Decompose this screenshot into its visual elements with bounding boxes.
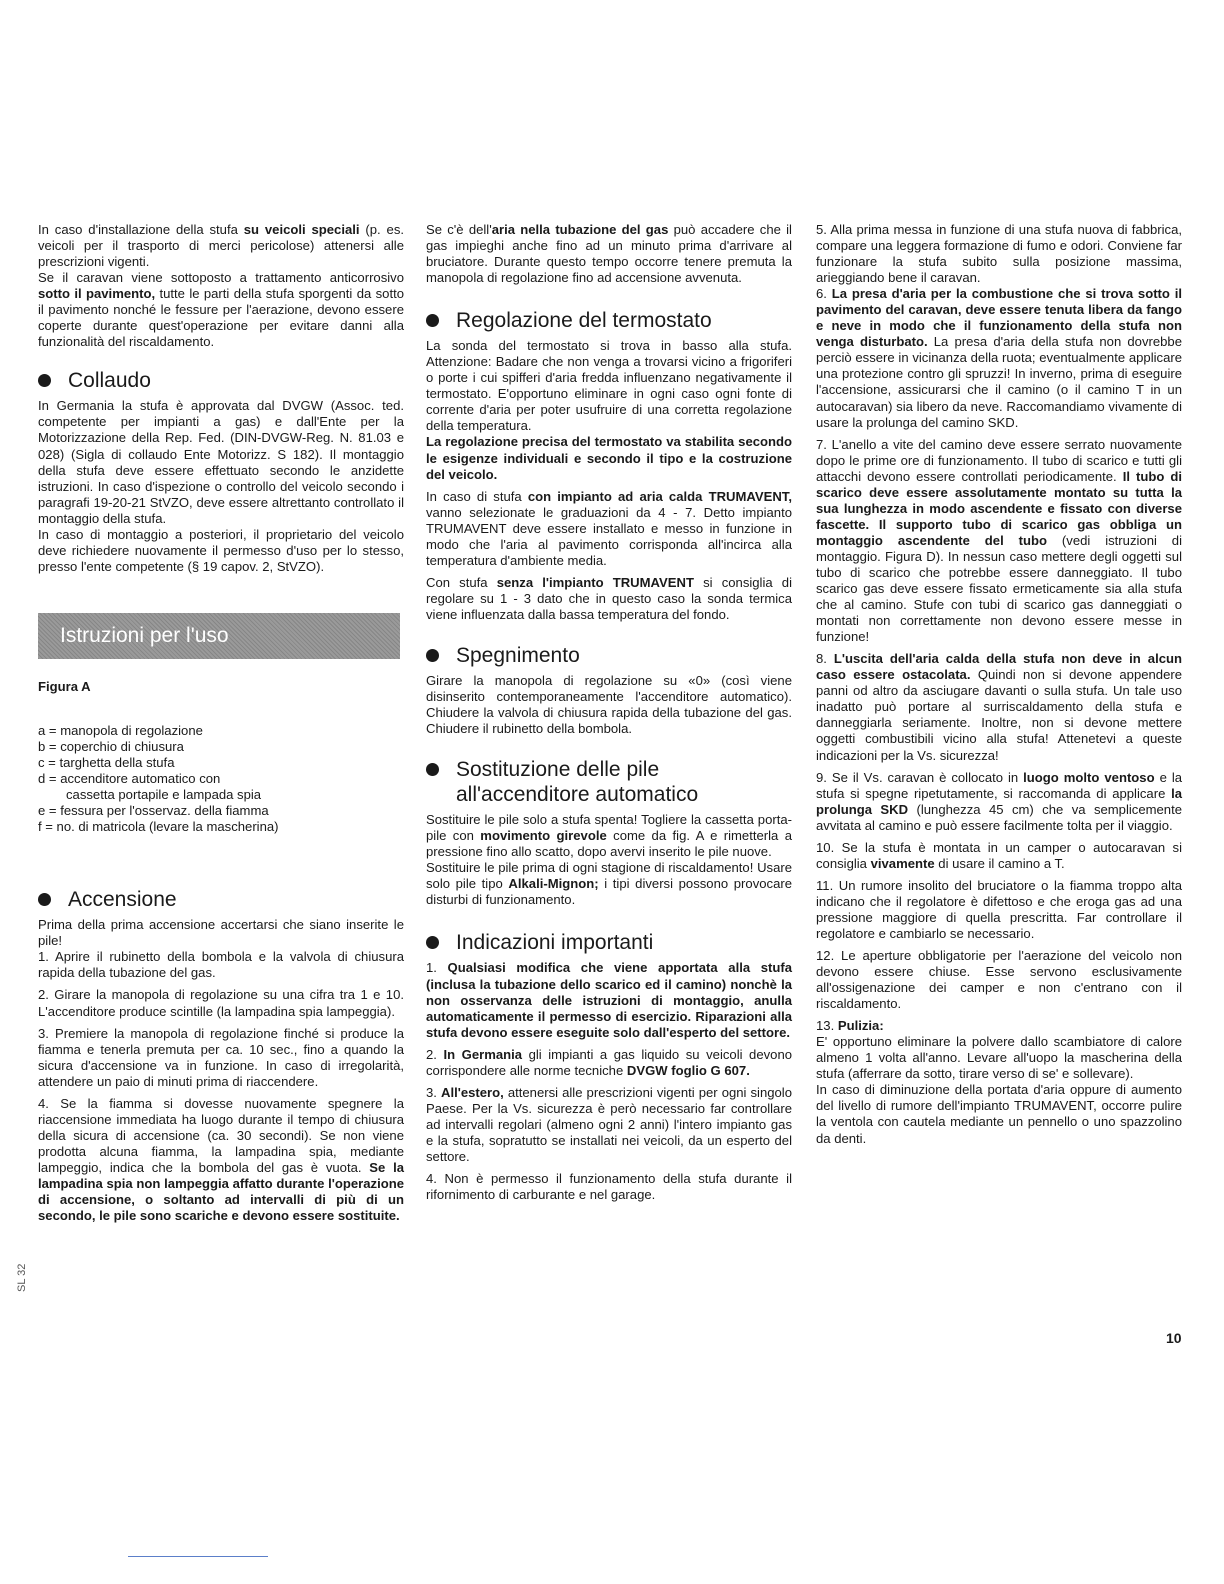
termostato-paragraph-3: In caso di stufa con impianto ad aria calda TRUMAVENT, vanno selezionate le graduazioni da 4 - 7. Detto impianto TRUMAVENT deve essere installato e messo in funzione in modo che l'aria al pavimento corrisponda all'incirca alla temperatura d'ambiente media. [426,488,792,568]
indicazioni-item-13: 13. Pulizia: [816,1018,884,1034]
termostato-paragraph-1: La sonda del termostato si trova in basso alla stufa. Attenzione: Badare che non venga a trovarsi vicino a frigoriferi o porte i cui spifferi d'aria fredda influenzano negativamente il termostato. E'opportuno eliminare in ogni caso ogni fonte di corrente d'aria per poter usufruire di una corretta regolazione della temperatura. [426,338,792,434]
spegnimento-paragraph: Girare la manopola di regolazione su «0» (così viene disinserito contemporaneamente l'accenditore automatico). Chiudere la valvola di chiusura rapida della tubazione del gas. Chiudere il rubinetto della bombola. [426,672,792,737]
termostato-paragraph-4: Con stufa senza l'impianto TRUMAVENT si consiglia di regolare su 1 - 3 dato che in questo caso la sonda termica viene influenzata dalla bassa temperatura del fondo. [426,574,793,622]
legend-item: e = fessura per l'osservaz. della fiamma [38,803,269,819]
pulizia-paragraph-1: E' opportuno eliminare la polvere dallo scambiatore di calore almeno 1 volta all'anno. Levare all'uopo la mascherina della stufa (afferrare da sotto, tirare verso di se' e sollevare). [816,1034,1182,1082]
section-banner: Istruzioni per l'uso [38,613,400,659]
column-2 [426,222,792,1203]
column-1 [38,222,404,1224]
accensione-step-3: 3. Premiere la manopola di regolazione finché si produce la fiamma e tenerla premuta per ca. 10 sec., fino a quando la sicura d'accensione va in funzione. In caso di irregolarità, attendere un paio di minuti prima di riaccendere. [38,1025,404,1089]
aria-paragraph: Se c'è dell'aria nella tubazione del gas può accadere che il gas impieghi anche fino ad un minuto prima d'arrivare al bruciatore. Durante questo tempo occorre tenere premuta la manopola di regolazione fino ad accensione avvenuta. [426,222,792,286]
bullet-icon [38,893,51,906]
heading-termostato: Regolazione del termostato [426,308,792,333]
indicazioni-item-12: 12. Le aperture obbligatorie per l'aerazione del veicolo non devono essere chiuse. Esse servono esclusivamente all'ossigenazione dei camper e non c'entrano con il riscaldamento. [816,948,1182,1012]
indicazioni-item-5: 5. Alla prima messa in funzione di una stufa nuova di fabbrica, compare una leggera formazione di fumo e odori. Conviene far funzionare la stufa subito sulla posizione massima, arieggiando bene il caravan. [816,222,1182,286]
heading-spegnimento: Spegnimento [426,643,792,668]
side-code: SL 32 [16,1263,28,1292]
intro-paragraph-1: In caso d'installazione della stufa su veicoli speciali (p. es. veicoli per il trasporto di merci pericolose) attenersi alle prescrizioni vigenti. [38,222,405,270]
collaudo-paragraph-1: In Germania la stufa è approvata dal DVGW (Assoc. ted. competente per impianti a gas) e dall'Ente per la Motorizzazione della Rep. Fed. (DIN-DVGW-Reg. N. 81.03 e 028) (Sigla di collaudo Ente Motorizz. S 182). Il montaggio della stufa deve essere effettuato secondo le anzidette istruzioni. In caso d'ispezione o controllo del veicolo secondo i paragrafi 19-20-21 StVZO, deve essere altrettanto controllato il montaggio della stufa. [38,398,404,526]
accensione-step-4: 4. Se la fiamma si dovesse nuovamente spegnere la riaccensione immediata ha luogo durante il tempo di chiusura della sicura di accensione (ca. 30 secondi). Se non viene prodotta alcuna fiamma, la lampadina spia, mediante lampeggio, indica che la bombola del gas è vuota. Se la lampadina spia non lampeggia affatto durante l'operazione di accensione, o soltanto ad intervalli di più di un secondo, le pile sono scariche e devono essere sostituite. [38,1095,405,1224]
accensione-intro: Prima della prima accensione accertarsi che siano inserite le pile! [38,917,404,949]
legend-item: c = targhetta della stufa [38,755,175,771]
heading-sostituzione-pile: Sostituzione delle pile all'accenditore automatico [426,757,792,807]
legend-item: b = coperchio di chiusura [38,738,184,754]
bullet-icon [426,649,439,662]
bullet-icon [38,374,51,387]
legend-item: a = manopola di regolazione [38,722,203,738]
indicazioni-item-7: 7. L'anello a vite del camino deve essere serrato nuovamente dopo le prime ore di funzionamento. Il tubo di scarico e tutti gli attacchi devono essere controllati periodicamente. Il tubo di scarico deve essere assolutamente montato su tutta la sua lunghezza in modo ascendente e fissato con diverse fascette. Il supporto tubo di scarico gas obbliga un montaggio ascendente del tubo (vedi istruzioni di montaggio. Figura D). In nessun caso mettere degli oggetti sul tubo di scarico che potrebbe essere danneggiato. Il tubo scarico gas deve essere fissato ermeticamente sia alla stufa che al camino. Stufe con tubi di scarico gas danneggiati o montati non correttamente non devono essere messe in funzione! [816,436,1182,645]
legend-item: f = no. di matricola (levare la mascherina) [38,819,279,835]
bullet-icon [426,763,439,776]
indicazioni-item-4: 4. Non è permesso il funzionamento della stufa durante il rifornimento di carburante e nel garage. [426,1171,792,1203]
termostato-paragraph-2: La regolazione precisa del termostato va stabilita secondo le esigenze individuali e secondo il tipo e la costruzione del veicolo. [426,434,792,482]
footer-divider [128,1556,268,1557]
collaudo-paragraph-2: In caso di montaggio a posteriori, il proprietario del veicolo deve richiedere nuovamente il permesso d'uso per lo stesso, presso l'ente competente (§ 19 capov. 2, StVZO). [38,526,404,574]
pile-paragraph-2: Sostituire le pile prima di ogni stagione di riscaldamento! Usare solo pile tipo Alkali-Mignon; i tipi diversi possono provocare disturbi di funzionamento. [426,860,792,908]
indicazioni-item-6: 6. La presa d'aria per la combustione che si trova sotto il pavimento del caravan, deve essere tenuta libera da fango e neve in modo che il funzionamento della stufa non venga disturbato. La presa d'aria della stufa non dovrebbe perciò essere in vicinanza della ruota; eventualmente applicare una protezione contro gli spruzzi! In inverno, prima di eseguire l'accensione, assicurarsi che il camino (o il camino T in un autocaravan) sia libero da neve. Raccomandiamo vivamente di usare la prolunga del camino SKD. [816,286,1182,430]
bullet-icon [426,314,439,327]
indicazioni-item-2: 2. In Germania gli impianti a gas liquido su veicoli devono corrispondere alle norme tecniche DVGW foglio G 607. [426,1046,793,1078]
pulizia-paragraph-2: In caso di diminuzione della portata d'aria oppure di aumento del livello di rumore dell'impianto TRUMAVENT, occorre pulire la ventola con cautela mediante un pennello o uno spazzolino da denti. [816,1082,1182,1146]
pile-paragraph-1: Sostituire le pile solo a stufa spenta! Togliere la cassetta porta-pile con movimento girevole come da fig. A e rimetterla a pressione fino allo scatto, dopo avervi inserito le pile nuove. [426,812,792,860]
legend-item: cassetta portapile e lampada spia [66,787,262,803]
figure-title: Figura A [38,678,91,694]
indicazioni-item-8: 8. L'uscita dell'aria calda della stufa non deve in alcun caso essere ostacolata. Quindi non si devone appendere panni od altro da asciugare davanti o sulla stufa. Un tale uso inadatto può portare al surriscaldamento della stufa e danneggiarla seriamente. Inoltre, non si devone mettere oggetti combustibili vicino alla stufa! Attenetevi a queste indicazioni per la Vs. sicurezza! [816,651,1183,763]
bullet-icon [426,936,439,949]
heading-collaudo: Collaudo [38,368,404,393]
indicazioni-item-9: 9. Se il Vs. caravan è collocato in luogo molto ventoso e la stufa si spegne ripetutamente, si raccomanda di applicare la prolunga SKD (lunghezza 45 cm) che va semplicemente avvitata al camino e può essere facilmente tolta per il viaggio. [816,769,1183,833]
page-number: 10 [1166,1330,1182,1346]
heading-indicazioni: Indicazioni importanti [426,930,792,955]
accensione-step-1: 1. Aprire il rubinetto della bombola e la valvola di chiusura rapida della tubazione del gas. [38,949,404,981]
indicazioni-item-1: 1. Qualsiasi modifica che viene apportata alla stufa (inclusa la tubazione dello scarico ed il camino) nonchè la non osservanza delle istruzioni di montaggio, anulla automaticamente il permesso di esercizio. Riparazioni alla stufa devono essere eseguite solo dall'esperto del settore. [426,960,793,1040]
indicazioni-item-10: 10. Se la stufa è montata in un camper o autocaravan si consiglia vivamente di usare il camino a T. [816,839,1182,871]
figure-legend [38,723,404,835]
heading-accensione: Accensione [38,887,404,912]
indicazioni-item-11: 11. Un rumore insolito del bruciatore o la fiamma troppo alta indicano che il regolatore è difettoso e che eroga gas ad una pressione maggiore di quella prescritta. Far controllare il regolatore e cambiarlo se necessario. [816,877,1182,941]
intro-paragraph-2: Se il caravan viene sottoposto a trattamento anticorrosivo sotto il pavimento, tutte le parti della stufa sporgenti da sotto il pavimento nonché le fessure per l'aerazione, devono essere coperte durante quest'operazione per evitare danni alla funzionalità del riscaldamento. [38,270,404,350]
legend-item: d = accenditore automatico con [38,771,221,787]
column-3 [816,222,1182,1147]
accensione-step-2: 2. Girare la manopola di regolazione su una cifra tra 1 e 10. L'accenditore produce scintille (la lampadina spia lampeggia). [38,987,404,1019]
indicazioni-item-3: 3. All'estero, attenersi alle prescrizioni vigenti per ogni singolo Paese. Per la Vs. sicurezza è però necessario far controllare ad intervalli regolari (almeno ogni 2 anni) l'intero impianto gas e la stufa, sopratutto se installati nei veicoli, da un esperto del settore. [426,1084,793,1164]
